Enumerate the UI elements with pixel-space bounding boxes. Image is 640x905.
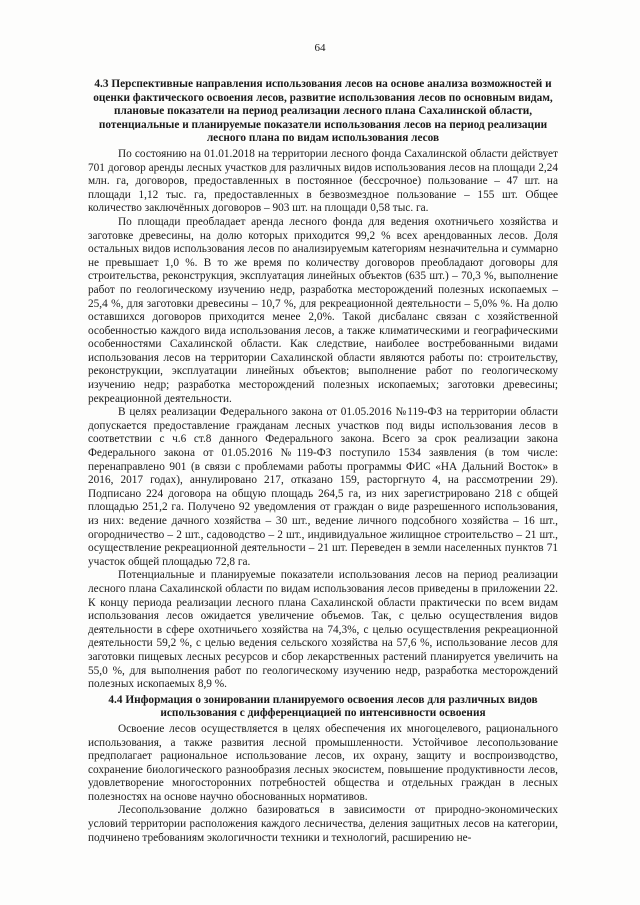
paragraph: Освоение лесов осуществляется в целях обеспечения их многоцелевого, рационального использования, а также развития лесной промышленности. Устойчивое лесопользование предполагает рациональное использование лесов, их охрану, защиту и воспроизводство, сохранение биологического разнообразия лесных экосистем, повышение продуктивности лесов, удовлетворение многосторонних потребностей общества и отдельных граждан в лесных полезностях на основе научно обоснованных нормативов. (88, 722, 558, 803)
page-number: 64 (314, 42, 326, 54)
section-4-3-heading: 4.3 Перспективные направления использования лесов на основе анализа возможностей и оценки фактического освоения лесов, развитие использования лесов по основным видам, плановые показатели на период реализации лесного плана Сахалинской области, потенциальные и планируемые показатели использования лесов на период реализации лесного плана по видам использования лесов (93, 78, 553, 145)
paragraph: Потенциальные и планируемые показатели использования лесов на период реализации лесного плана Сахалинской области по видам использования лесов приведены в приложении 22. К концу периода реализации лесного плана Сахалинской области практически по всем видам использования лесов ожидается увеличение объемов. Так, с целью осуществления видов деятельности в сфере охотничьего хозяйства на 74,3%, с целью осуществления рекреационной деятельности 59,2 %, с целью ведения сельского хозяйства на 57,6 %, использование лесов для заготовки пищевых лесных ресурсов и сбор лекарственных растений планируется увеличить на 55,0 %, для выполнения работ по геологическому изучению недр, разработка месторождений полезных ископаемых 8,9 %. (88, 569, 558, 691)
paragraph: По состоянию на 01.01.2018 на территории лесного фонда Сахалинской области действует 701 договор аренды лесных участков для различных видов использования лесов на площади 2,24 млн. га, договоров, предоставленных в постоянное (бессрочное) пользование – 47 шт. на площади 1,12 тыс. га, предоставленных в безвозмездное пользование – 155 шт. Общее количество заключённых договоров – 903 шт. на площади 0,58 тыс. га. (88, 147, 558, 215)
page-content (88, 78, 558, 845)
paragraph: В целях реализации Федерального закона от 01.05.2016 №119-ФЗ на территории области допускается предоставление гражданам лесных участков под виды использования лесов в соответствии с ч.6 ст.8 данного Федерального закона. Всего за срок реализации закона Федерального закона от 01.05.2016 №119-ФЗ поступило 1534 заявления (в том числе: перенаправлено 901 (в связи с проблемами работы программы ФИС «НА Дальний Восток» в 2016, 2017 годах), аннулировано 217, отказано 159, расторгнуто 4, на рассмотрении 29). Подписано 224 договора на общую площадь 264,5 га, из них зарегистрировано 218 с общей площадью 251,2 га. Получено 92 уведомления от граждан о виде разрешенного использования, из них: ведение дачного хозяйства – 30 шт., ведение личного подсобного хозяйства – 16 шт., огородничество – 2 шт., садоводство – 2 шт., индивидуальное жилищное строительство – 21 шт., осуществление рекреационной деятельности – 21 шт. Переведен в земли населенных пунктов 71 участок общей площадью 72,8 га. (88, 406, 558, 568)
paragraph: Лесопользование должно базироваться в зависимости от природно-экономических условий территории расположения каждого лесничества, деления защитных лесов на категории, подчинено требованиям экологичности техники и технологий, расширению не- (88, 804, 558, 844)
section-4-4-heading: 4.4 Информация о зонировании планируемого освоения лесов для различных видов использования с дифференциацией по интенсивности освоения (108, 693, 538, 720)
paragraph: По площади преобладает аренда лесного фонда для ведения охотничьего хозяйства и заготовке древесины, на долю которых приходится 99,2 % всех арендованных лесов. Доля остальных видов использования лесов по анализируемым категориям незначительна и суммарно не превышает 1,0 %. В то же время по количеству договоров преобладают договоры для строительства, реконструкция, эксплуатация линейных объектов (635 шт.) – 70,3 %, выполнение работ по геологическому изучению недр, разработка месторождений полезных ископаемых – 25,4 %, для заготовки древесины – 10,7 %, для рекреационной деятельности – 5,0% %. На долю оставшихся договоров приходится менее 2,0%. Такой дисбаланс связан с хозяйственной особенностью каждого вида использования лесов, а также климатическими и географическими особенностями Сахалинской области. Как следствие, наиболее востребованными видами использования лесов на территории Сахалинской области являются работы по: строительству, реконструкции, эксплуатации линейных объектов; выполнение работ по геологическому изучению недр; разработка месторождений полезных ископаемых; заготовки древесины; рекреационной деятельности. (88, 215, 558, 405)
